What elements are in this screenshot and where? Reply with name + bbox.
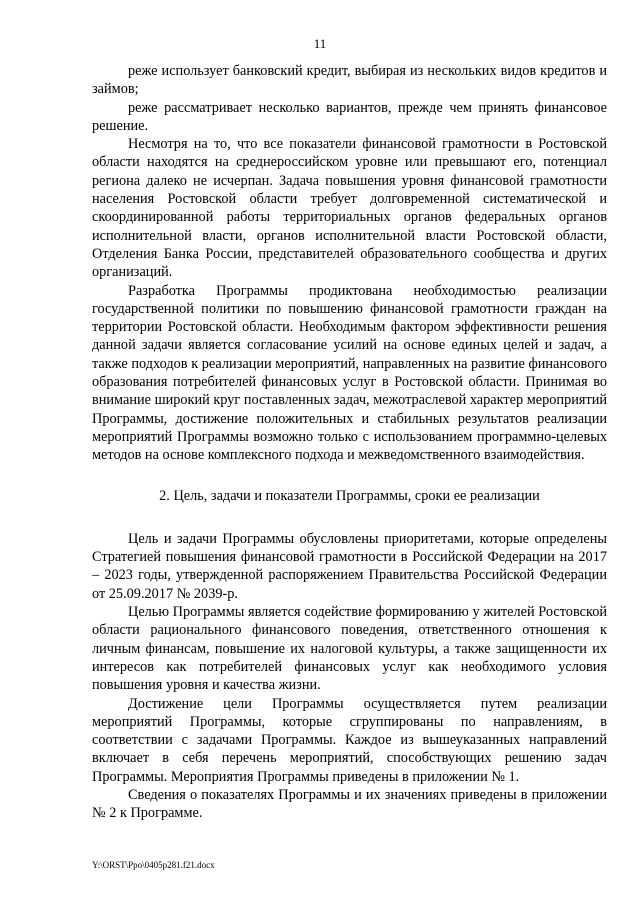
document-body (92, 62, 607, 823)
paragraph: Цель и задачи Программы обусловлены приоритетами, которые определены Стратегией повышения финансовой грамотности в Российской Федерации на 2017 – 2023 годы, утвержденной распоряжением Правительства Российской Федерации от 25.09.2017 № 2039-р. (92, 530, 607, 602)
paragraph: реже рассматривает несколько вариантов, прежде чем принять финансовое решение. (92, 99, 607, 134)
paragraph: Сведения о показателях Программы и их значениях приведены в приложении № 2 к Программе. (92, 786, 607, 822)
page-number: 11 (313, 36, 327, 51)
paragraph: реже использует банковский кредит, выбирая из нескольких видов кредитов и займов; (92, 63, 607, 98)
paragraph: Целью Программы является содействие формированию у жителей Ростовской области рационального финансового поведения, ответственного отношения к личным финансам, повышение их налоговой культуры, а также защищенности их интересов как потребителей финансовых услуг как необходимого условия повышения уровня и качества жизни. (92, 604, 607, 694)
footer-file-path: Y:\ORST\Ppo\0405p281.f21.docx (92, 860, 215, 870)
paragraph: Несмотря на то, что все показатели финансовой грамотности в Ростовской области находятся на среднероссийском уровне или превышают его, потенциал региона далеко не исчерпан. Задача повышения уровня финансовой грамотности населения Ростовской области требует долговременной систематической и скоординированной работы территориальных органов федеральных органов исполнительной власти, органов исполнительной власти Ростовской области, Отделения Банка России, представителей образовательного сообщества и других организаций. (92, 136, 607, 281)
section-heading: 2. Цель, задачи и показатели Программы, сроки ее реализации (159, 487, 540, 504)
paragraph: Разработка Программы продиктована необходимостью реализации государственной политики по повышению финансовой грамотности граждан на территории Ростовской области. Необходимым фактором эффективности решения данной задачи является согласование усилий на основе единых целей и задач, а также подходов к реализации мероприятий, направленных на развитие финансового образования потребителей финансовых услуг в Ростовской области. Принимая во внимание широкий круг поставленных задач, межотраслевой характер мероприятий Программы, достижение положительных и стабильных результатов реализации мероприятий Программы возможно только с использованием программно-целевых методов на основе комплексного подхода и межведомственного взаимодействия. (92, 282, 607, 464)
paragraph: Достижение цели Программы осуществляется путем реализации мероприятий Программы, которые сгруппированы по направлениям, в соответствии с задачами Программы. Каждое из вышеуказанных направлений включает в себя перечень мероприятий, способствующих решению задач Программы. Мероприятия Программы приведены в приложении № 1. (92, 695, 607, 785)
